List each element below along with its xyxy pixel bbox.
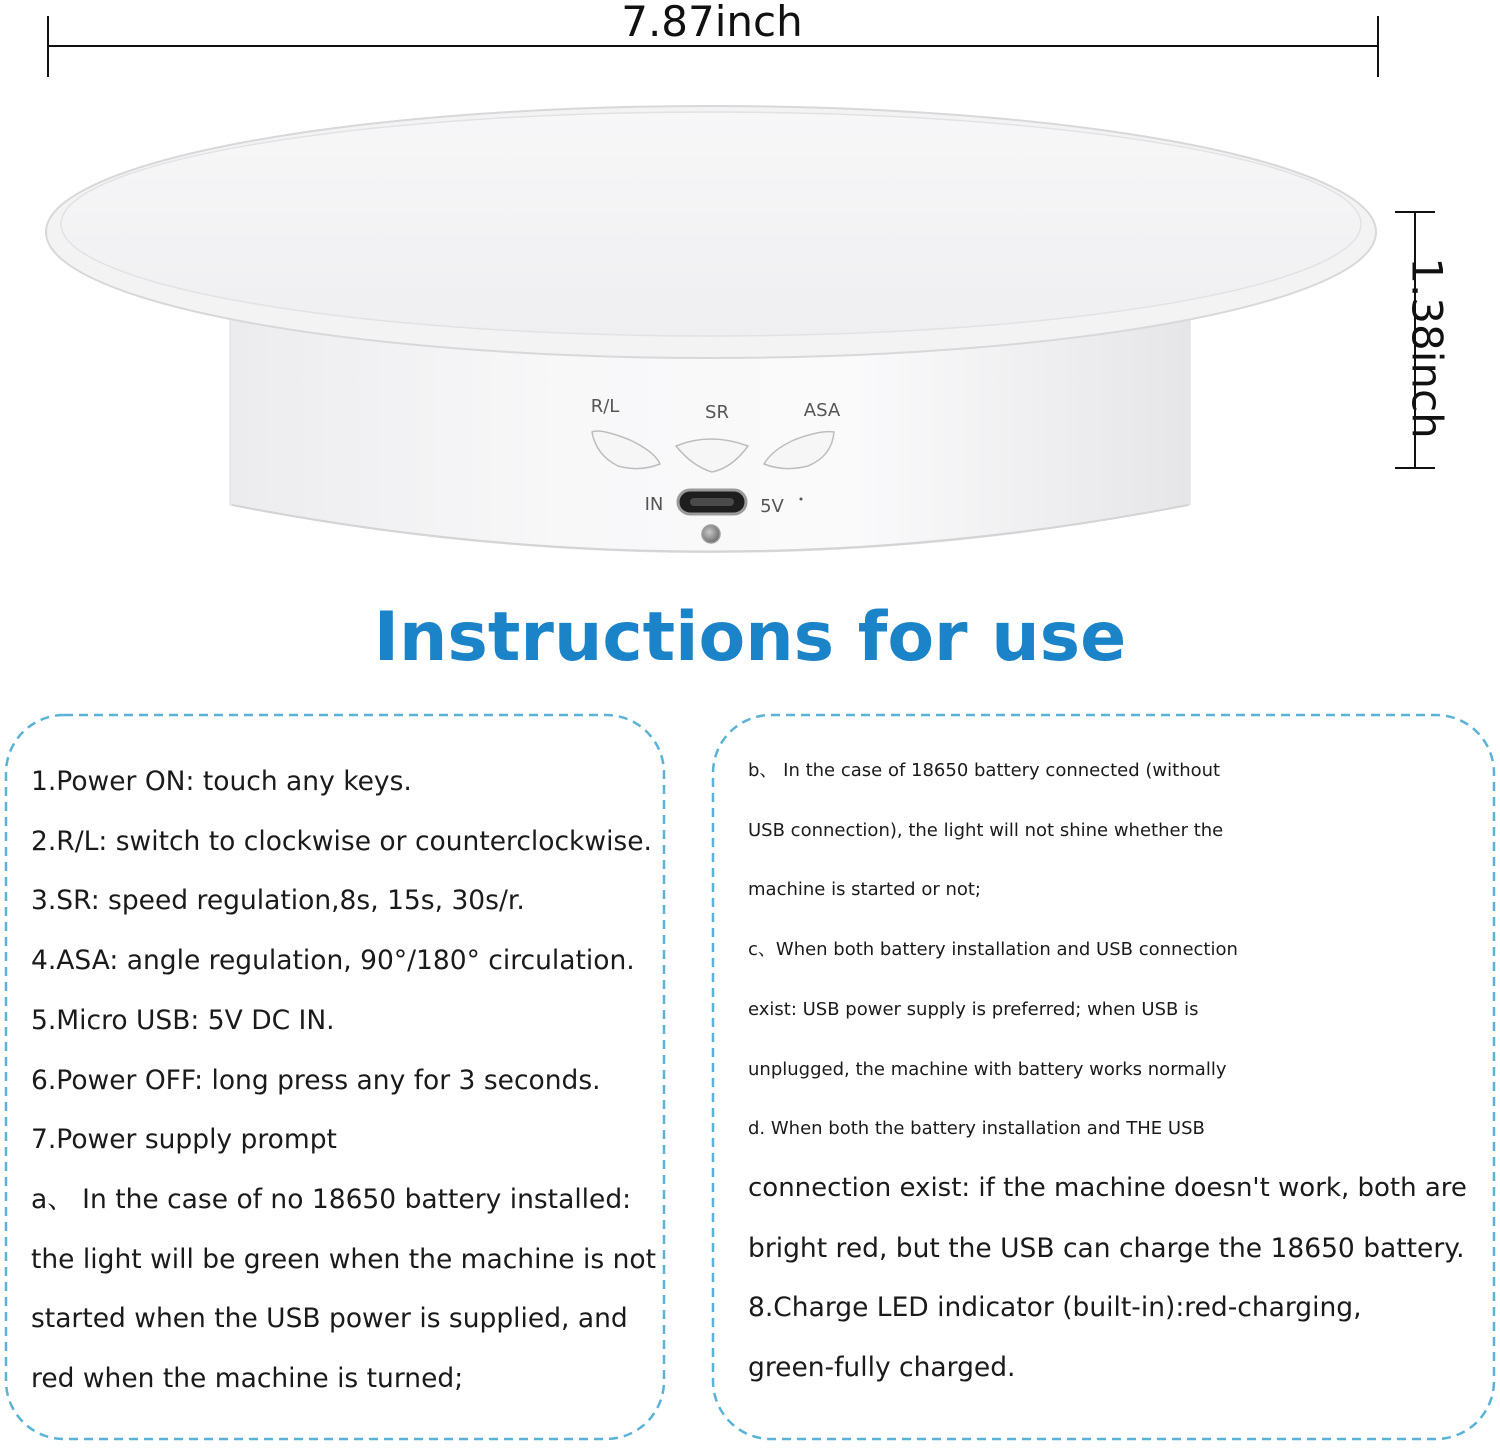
instruction-line: started when the USB power is supplied, and (31, 1303, 628, 1335)
instruction-line: machine is started or not; (748, 879, 981, 901)
instruction-line: green-fully charged. (748, 1352, 1016, 1384)
charge-led (702, 525, 720, 543)
instruction-line: 5.Micro USB: 5V DC IN. (31, 1004, 335, 1036)
width-dimension (48, 0, 1378, 77)
instruction-line: the light will be green when the machine is not (31, 1243, 656, 1275)
instruction-line: 3.SR: speed regulation,8s, 15s, 30s/r. (31, 885, 525, 917)
instruction-line: exist: USB power supply is preferred; when USB is (748, 998, 1199, 1020)
page-title: Instructions for use (373, 598, 1127, 677)
instruction-line: red when the machine is turned; (31, 1363, 464, 1395)
height-dimension (1395, 212, 1452, 468)
instruction-line: USB connection), the light will not shine whether the (748, 819, 1224, 841)
height-label: 1.38inch (1402, 257, 1452, 439)
instruction-line: 7.Power supply prompt (31, 1124, 337, 1156)
instruction-line: c、When both battery installation and USB connection (748, 939, 1238, 961)
width-label: 7.87inch (621, 0, 803, 46)
instruction-line: d. When both the battery installation and THE USB (748, 1118, 1205, 1140)
product-illustration (0, 0, 1500, 600)
rl-button-label: R/L (590, 396, 620, 417)
asa-button-label: ASA (803, 400, 841, 421)
instruction-line: a、 In the case of no 18650 battery installed: (31, 1183, 632, 1215)
instruction-line: 4.ASA: angle regulation, 90°/180° circulation. (31, 945, 635, 977)
instruction-line: b、 In the case of 18650 battery connected (without (748, 760, 1221, 781)
instruction-line: unplugged, the machine with battery works normally (748, 1058, 1227, 1080)
instruction-line: 1.Power ON: touch any keys. (31, 766, 412, 797)
instruction-line: bright red, but the USB can charge the 18650 battery. (748, 1232, 1465, 1264)
left-instructions-list (31, 752, 656, 1409)
instruction-line: 6.Power OFF: long press any for 3 seconds. (31, 1064, 601, 1096)
instruction-line: 8.Charge LED indicator (built-in):red-charging, (748, 1292, 1362, 1324)
instruction-line: connection exist: if the machine doesn't work, both are (748, 1172, 1467, 1203)
5v-label: 5V (760, 496, 784, 517)
sr-button-label: SR (705, 402, 729, 423)
right-instructions-list (748, 741, 1467, 1398)
in-label: IN (644, 494, 664, 515)
instruction-line: 2.R/L: switch to clockwise or counterclockwise. (31, 825, 652, 857)
turntable (46, 106, 1376, 553)
